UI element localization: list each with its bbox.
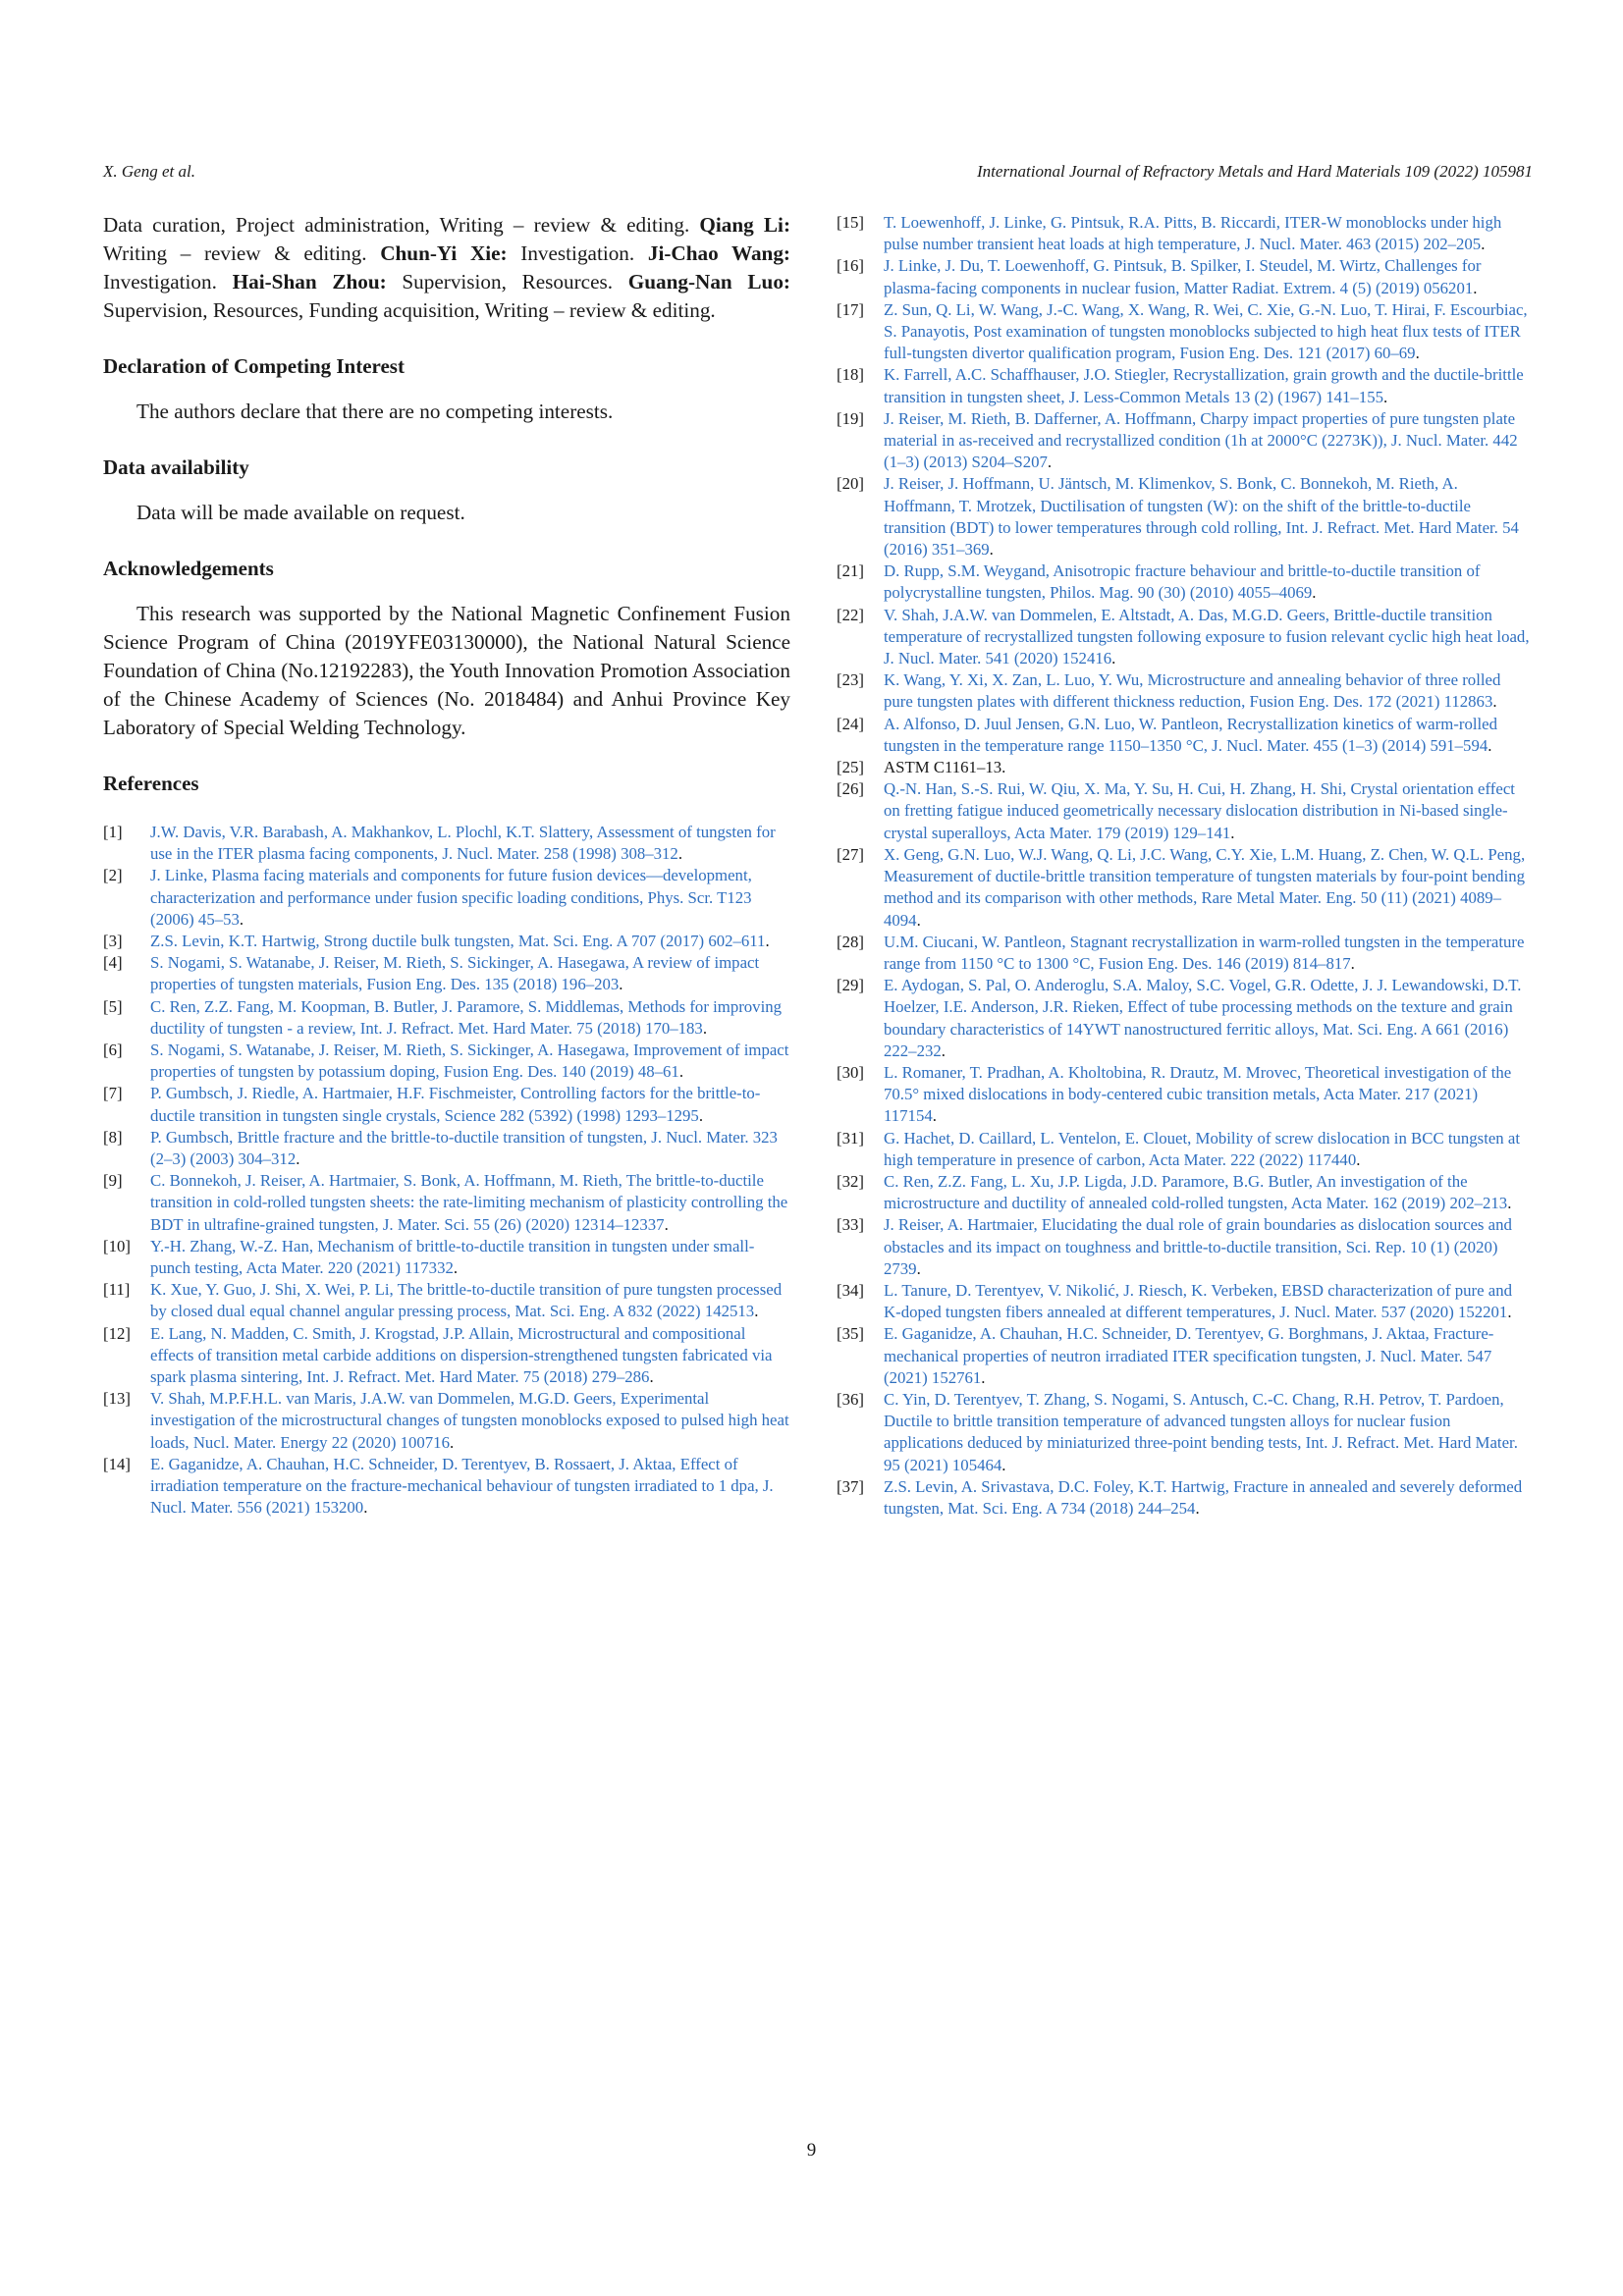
reference-number: [9] (103, 1171, 123, 1191)
reference-item (103, 1170, 790, 1236)
reference-item (103, 1040, 790, 1083)
reference-link[interactable]: Q.-N. Han, S.-S. Rui, W. Qiu, X. Ma, Y. Su, H. Cui, H. Zhang, H. Shi, Crystal orientation effect on fretting fatigue induced geometrically necessary dislocation distribution in Ni-based single-crystal superalloys, Acta Mater. 179 (2019) 129–141 (884, 779, 1515, 842)
reference-number: [17] (837, 299, 864, 319)
reference-end-period: . (698, 1105, 704, 1125)
credit-author: Hai-Shan Zhou: (232, 270, 387, 294)
acknowledgements-text: This research was supported by the National Magnetic Confinement Fusion Science Program of China (2019YFE03130000), the National Natural Science Foundation of China (No.12192283), the Youth Innovation Promotion Association of the Chinese Academy of Sciences (No. 2018484) and Anhui Province Key Laboratory of Special Welding Technology. (103, 602, 790, 739)
reference-list-right (837, 212, 1532, 1520)
reference-end-period: . (1001, 758, 1006, 777)
reference-link[interactable]: C. Ren, Z.Z. Fang, L. Xu, J.P. Ligda, J.D. Paramore, B.G. Butler, An investigation of the microstructure and ductility of annealed cold-rolled tungsten, Acta Mater. 162 (2019) 202–213 (884, 1171, 1508, 1213)
reference-link[interactable]: Z. Sun, Q. Li, W. Wang, J.-C. Wang, X. Wang, R. Wei, C. Xie, G.-N. Luo, T. Hirai, F. Escourbiac, S. Panayotis, Post examination of tungsten monoblocks subjected to high heat flux tests of ITER full-tungsten divertor qualification program, Fusion Eng. Des. 121 (2017) 60–69 (884, 299, 1528, 363)
reference-item (837, 1128, 1532, 1171)
reference-number: [25] (837, 758, 864, 777)
reference-item (103, 952, 790, 995)
reference-end-period: . (765, 932, 770, 951)
reference-item (103, 1127, 790, 1170)
reference-end-period: . (296, 1149, 300, 1169)
reference-end-period: . (1382, 387, 1388, 406)
reference-end-period: . (1481, 235, 1486, 254)
reference-end-period: . (239, 909, 244, 929)
reference-number: [22] (837, 605, 864, 624)
reference-link[interactable]: X. Geng, G.N. Luo, W.J. Wang, Q. Li, J.C. Wang, C.Y. Xie, L.M. Huang, Z. Chen, W. Q.L. Peng, Measurement of ductile-brittle transition temperature of tungsten materials by four-point bending method and its comparison with other methods, Rare Metal Mater. Eng. 50 (11) (2021) 4089–4094 (884, 844, 1526, 930)
reference-number: [14] (103, 1454, 131, 1473)
reference-item (837, 212, 1532, 255)
reference-link[interactable]: C. Yin, D. Terentyev, T. Zhang, S. Nogami, S. Antusch, C.-C. Chang, R.H. Petrov, T. Pardoen, Ductile to brittle transition temperature of advanced tungsten alloys for nuclear fusion applications deduced by miniaturized three-point bending tests, Int. J. Refract. Met. Hard Mater. 95 (2021) 105464 (884, 1389, 1518, 1474)
competing-interest-heading: Declaration of Competing Interest (103, 354, 405, 378)
reference-number: [35] (837, 1324, 864, 1344)
reference-link[interactable]: C. Ren, Z.Z. Fang, M. Koopman, B. Butler, J. Paramore, S. Middlemas, Methods for improving ductility of tungsten - a review, Int. J. Refract. Met. Hard Mater. 75 (2018) 170–183 (150, 996, 783, 1038)
reference-number: [32] (837, 1171, 864, 1191)
reference-end-period: . (1507, 1194, 1512, 1213)
reference-number: [8] (103, 1127, 123, 1147)
reference-end-period: . (678, 1062, 684, 1082)
reference-link[interactable]: J. Reiser, J. Hoffmann, U. Jäntsch, M. Klimenkov, S. Bonk, C. Bonnekoh, M. Rieth, A. Hoffmann, T. Mrotzek, Ductilisation of tungsten (W): on the shift of the brittle-to-ductile transition (BDT) to lower temperatures through cold rolling, Int. J. Refract. Met. Hard Mater. 54 (2016) 351–369 (884, 474, 1519, 560)
reference-link[interactable]: C. Bonnekoh, J. Reiser, A. Hartmaier, S. Bonk, A. Hoffmann, M. Rieth, The brittle-to-ductile transition in cold-rolled tungsten sheets: the rate-limiting mechanism of plasticity controlling the BDT in ultrafine-grained tungsten, J. Mater. Sci. 55 (26) (2020) 12314–12337 (150, 1171, 788, 1234)
running-head (103, 162, 1533, 186)
reference-item (103, 1388, 790, 1454)
reference-link[interactable]: U.M. Ciucani, W. Pantleon, Stagnant recrystallization in warm-rolled tungsten in the temperature range from 1150 °C to 1300 °C, Fusion Eng. Des. 146 (2019) 814–817 (884, 932, 1525, 973)
reference-item (837, 844, 1532, 932)
left-column (103, 211, 790, 1520)
reference-end-period: . (941, 1041, 946, 1060)
reference-number: [10] (103, 1236, 131, 1255)
reference-end-period: . (649, 1367, 654, 1387)
reference-item (837, 605, 1532, 670)
reference-list-left (103, 822, 790, 1520)
reference-item (103, 1236, 790, 1279)
reference-link[interactable]: L. Tanure, D. Terentyev, V. Nikolić, J. Riesch, K. Verbeken, EBSD characterization of pure and K-doped tungsten fibers annealed at different temperatures, J. Nucl. Mater. 537 (2020) 152201 (884, 1280, 1512, 1322)
reference-end-period: . (1356, 1149, 1361, 1169)
reference-link[interactable]: V. Shah, J.A.W. van Dommelen, E. Altstadt, A. Das, M.G.D. Geers, Brittle-ductile transition temperature of recrystallized tungsten following exposure to fusion relevant cyclic high heat load, J. Nucl. Mater. 541 (2020) 152416 (884, 605, 1530, 668)
reference-number: [13] (103, 1389, 131, 1409)
reference-number: [29] (837, 976, 864, 995)
reference-end-period: . (1473, 278, 1478, 297)
reference-number: [5] (103, 996, 123, 1016)
reference-end-period: . (677, 844, 683, 864)
reference-link[interactable]: K. Wang, Y. Xi, X. Zan, L. Luo, Y. Wu, Microstructure and annealing behavior of three rolled pure tungsten plates with different thickness reduction, Fusion Eng. Des. 172 (2021) 112863 (884, 670, 1501, 712)
reference-end-period: . (916, 1258, 921, 1278)
reference-link[interactable]: J. Linke, Plasma facing materials and components for future fusion devices—development, characterization and performance under fusion specific loading conditions, Phys. Scr. T123 (2006) 45–53 (150, 866, 752, 929)
reference-item (837, 408, 1532, 474)
reference-number: [1] (103, 823, 123, 841)
reference-item (837, 299, 1532, 365)
reference-item (837, 1214, 1532, 1280)
reference-link[interactable]: Z.S. Levin, K.T. Hartwig, Strong ductile bulk tungsten, Mat. Sci. Eng. A 707 (2017) 602–611 (150, 932, 766, 951)
credit-statement (103, 211, 790, 325)
reference-link[interactable]: P. Gumbsch, Brittle fracture and the brittle-to-ductile transition of tungsten, J. Nucl. Mater. 323 (2–3) (2003) 304–312 (150, 1127, 778, 1169)
credit-roles: Data curation, Project administration, Writing – review & editing. (103, 213, 690, 237)
reference-item (837, 1280, 1532, 1323)
reference-end-period: . (981, 1367, 986, 1387)
reference-item (837, 757, 1532, 778)
data-availability-heading: Data availability (103, 455, 249, 479)
reference-end-period: . (1492, 692, 1497, 712)
reference-item (837, 473, 1532, 561)
reference-link[interactable]: E. Aydogan, S. Pal, O. Anderoglu, S.A. Maloy, S.C. Vogel, G.R. Odette, J. J. Lewandowski, D.T. Hoelzer, I.E. Anderson, J.R. Rieken, Effect of tube processing methods on the texture and grain boundary characteristics of 14YWT nanostructured ferritic alloys, Mat. Sci. Eng. A 661 (2016) 222–232 (884, 976, 1522, 1060)
reference-item (103, 1083, 790, 1126)
reference-end-period: . (664, 1214, 669, 1234)
reference-item (103, 996, 790, 1040)
reference-number: [19] (837, 408, 864, 428)
competing-interest-text: The authors declare that there are no competing interests. (136, 400, 614, 423)
reference-end-period: . (1507, 1303, 1512, 1322)
reference-link[interactable]: P. Gumbsch, J. Riedle, A. Hartmaier, H.F. Fischmeister, Controlling factors for the brittle-to-ductile transition in tungsten single crystals, Science 282 (5392) (1998) 1293–1295 (150, 1084, 761, 1125)
reference-link[interactable]: T. Loewenhoff, J. Linke, G. Pintsuk, R.A. Pitts, B. Riccardi, ITER-W monoblocks under high pulse number transient heat loads at high temperature, J. Nucl. Mater. 463 (2015) 202–205 (884, 213, 1502, 254)
reference-link[interactable]: G. Hachet, D. Caillard, L. Ventelon, E. Clouet, Mobility of screw dislocation in BCC tungsten at high temperature in presence of carbon, Acta Mater. 222 (2022) 117440 (884, 1128, 1521, 1169)
reference-item (837, 1323, 1532, 1389)
reference-item (837, 255, 1532, 298)
reference-end-period: . (1047, 453, 1053, 472)
credit-author: Chun-Yi Xie: (380, 241, 508, 265)
reference-number: [11] (103, 1280, 131, 1300)
reference-link[interactable]: E. Lang, N. Madden, C. Smith, J. Krogstad, J.P. Allain, Microstructural and compositional effects of transition metal carbide additions on dispersion-strengthened tungsten fabricated via spark plasma sintering, Int. J. Refract. Met. Hard Mater. 75 (2018) 279–286 (150, 1323, 773, 1387)
reference-end-period: . (754, 1302, 759, 1321)
reference-item (103, 1279, 790, 1322)
right-column (837, 212, 1532, 1520)
reference-item (103, 822, 790, 865)
reference-link[interactable]: K. Farrell, A.C. Schaffhauser, J.O. Stiegler, Recrystallization, grain growth and the ductile-brittle transition in tungsten sheet, J. Less-Common Metals 13 (2) (1967) 141–155 (884, 365, 1524, 406)
reference-item (837, 669, 1532, 713)
reference-text: ASTM C1161–13 (884, 758, 1002, 777)
running-head-journal: International Journal of Refractory Metals and Hard Materials 109 (2022) 105981 (977, 162, 1533, 181)
reference-item (837, 975, 1532, 1062)
reference-end-period: . (1350, 953, 1355, 973)
reference-number: [36] (837, 1389, 864, 1409)
credit-author: Guang-Nan Luo: (627, 270, 790, 294)
reference-link[interactable]: J. Linke, J. Du, T. Loewenhoff, G. Pintsuk, B. Spilker, I. Steudel, M. Wirtz, Challenges for plasma-facing components in nuclear fusion, Matter Radiat. Extrem. 4 (5) (2019) 056201 (884, 256, 1482, 297)
reference-number: [31] (837, 1128, 864, 1148)
reference-link[interactable]: K. Xue, Y. Guo, J. Shi, X. Wei, P. Li, The brittle-to-ductile transition of pure tungsten processed by closed dual equal channel angular pressing process, Mat. Sci. Eng. A 832 (2022) 142513 (150, 1280, 783, 1321)
reference-number: [37] (837, 1476, 864, 1496)
reference-number: [20] (837, 474, 864, 494)
reference-number: [21] (837, 561, 864, 581)
reference-number: [27] (837, 844, 864, 864)
reference-item (837, 1171, 1532, 1214)
credit-roles: Supervision, Resources, Funding acquisition, Writing – review & editing. (103, 298, 716, 322)
page-number: 9 (806, 2140, 817, 2161)
reference-end-period: . (1415, 344, 1420, 363)
reference-end-period: . (916, 910, 921, 930)
reference-end-period: . (1488, 735, 1492, 755)
reference-number: [15] (837, 213, 864, 232)
credit-author: Qiang Li: (699, 213, 790, 237)
reference-item (103, 931, 790, 952)
reference-number: [16] (837, 256, 864, 276)
data-availability-text: Data will be made available on request. (136, 501, 465, 524)
reference-end-period: . (932, 1106, 937, 1126)
reference-item (837, 1476, 1532, 1520)
reference-item (103, 1454, 790, 1520)
reference-link[interactable]: D. Rupp, S.M. Weygand, Anisotropic fracture behaviour and brittle-to-ductile transition of polycrystalline tungsten, Philos. Mag. 90 (30) (2010) 4055–4069 (884, 561, 1481, 603)
reference-item (837, 778, 1532, 844)
reference-end-period: . (619, 975, 623, 994)
reference-link[interactable]: L. Romaner, T. Pradhan, A. Kholtobina, R. Drautz, M. Mrovec, Theoretical investigation of the 70.5° mixed dislocations in body-centered cubic transition metals, Acta Mater. 217 (2021) 117154 (884, 1062, 1512, 1126)
reference-link[interactable]: Z.S. Levin, A. Srivastava, D.C. Foley, K.T. Hartwig, Fracture in annealed and severely deformed tungsten, Mat. Sci. Eng. A 734 (2018) 244–254 (884, 1476, 1523, 1518)
credit-roles: Investigation. (103, 270, 217, 294)
reference-number: [18] (837, 365, 864, 385)
reference-link[interactable]: A. Alfonso, D. Juul Jensen, G.N. Luo, W. Pantleon, Recrystallization kinetics of warm-rolled tungsten in the temperature range 1150–1350 °C, J. Nucl. Mater. 455 (1–3) (2014) 591–594 (884, 714, 1498, 755)
credit-roles: Supervision, Resources. (402, 270, 614, 294)
reference-end-period: . (363, 1498, 368, 1518)
acknowledgements-heading: Acknowledgements (103, 557, 274, 580)
reference-number: [28] (837, 932, 864, 951)
credit-author: Ji-Chao Wang: (647, 241, 790, 265)
reference-number: [3] (103, 932, 123, 951)
reference-number: [33] (837, 1215, 864, 1235)
running-head-authors: X. Geng et al. (103, 162, 195, 181)
reference-number: [12] (103, 1323, 131, 1343)
reference-link[interactable]: S. Nogami, S. Watanabe, J. Reiser, M. Rieth, S. Sickinger, A. Hasegawa, Improvement of impact properties of tungsten by potassium doping, Fusion Eng. Des. 140 (2019) 48–61 (150, 1041, 789, 1082)
reference-number: [2] (103, 866, 123, 885)
reference-link[interactable]: V. Shah, M.P.F.H.L. van Maris, J.A.W. van Dommelen, M.G.D. Geers, Experimental investigation of the microstructural changes of tungsten monoblocks exposed to pulsed high heat loads, Nucl. Mater. Energy 22 (2020) 100716 (150, 1389, 789, 1452)
reference-number: [24] (837, 714, 864, 733)
reference-item (837, 561, 1532, 604)
reference-end-period: . (453, 1258, 459, 1278)
reference-item (837, 714, 1532, 757)
reference-item (837, 1062, 1532, 1128)
reference-item (837, 1389, 1532, 1476)
reference-item (103, 865, 790, 931)
reference-number: [4] (103, 953, 123, 973)
reference-number: [6] (103, 1041, 123, 1060)
reference-link[interactable]: E. Gaganidze, A. Chauhan, H.C. Schneider, D. Terentyev, B. Rossaert, J. Aktaa, Effect of irradiation temperature on the fracture-mechanical behaviour of tungsten irradiated to 1 dpa, J. Nucl. Mater. 556 (2021) 153200 (150, 1454, 774, 1518)
reference-link[interactable]: J. Reiser, M. Rieth, B. Dafferner, A. Hoffmann, Charpy impact properties of pure tungsten plate material in as-received and recrystallized condition (1h at 2000°C (2273K)), J. Nucl. Mater. 442 (1–3) (2013) S204–S207 (884, 408, 1518, 472)
reference-end-period: . (1195, 1498, 1200, 1518)
reference-number: [7] (103, 1084, 123, 1103)
reference-link[interactable]: J.W. Davis, V.R. Barabash, A. Makhankov, L. Plochl, K.T. Slattery, Assessment of tungsten for use in the ITER plasma facing components, J. Nucl. Mater. 258 (1998) 308–312 (150, 823, 776, 864)
reference-end-period: . (1312, 583, 1317, 603)
credit-roles: Writing – review & editing. (103, 241, 367, 265)
reference-end-period: . (1230, 823, 1235, 842)
reference-item (103, 1323, 790, 1389)
reference-number: [26] (837, 779, 864, 799)
reference-link[interactable]: Y.-H. Zhang, W.-Z. Han, Mechanism of brittle-to-ductile transition in tungsten under small-punch testing, Acta Mater. 220 (2021) 117332 (150, 1236, 755, 1278)
references-heading: References (103, 772, 199, 795)
reference-end-period: . (702, 1018, 708, 1038)
reference-end-period: . (1001, 1455, 1006, 1474)
reference-end-period: . (989, 540, 994, 560)
reference-link[interactable]: E. Gaganidze, A. Chauhan, H.C. Schneider, D. Terentyev, G. Borghmans, J. Aktaa, Fracture-mechanical properties of neutron irradiated ITER specification tungsten, J. Nucl. Mater. 547 (2021) 152761 (884, 1324, 1494, 1387)
reference-number: [30] (837, 1062, 864, 1082)
reference-end-period: . (1111, 649, 1116, 668)
reference-number: [34] (837, 1280, 864, 1300)
reference-item (837, 932, 1532, 975)
reference-link[interactable]: S. Nogami, S. Watanabe, J. Reiser, M. Rieth, S. Sickinger, A. Hasegawa, A review of impact properties of tungsten materials, Fusion Eng. Des. 135 (2018) 196–203 (150, 953, 760, 994)
reference-item (837, 364, 1532, 407)
reference-number: [23] (837, 670, 864, 690)
reference-end-period: . (449, 1432, 455, 1452)
credit-roles: Investigation. (520, 241, 635, 265)
reference-link[interactable]: J. Reiser, A. Hartmaier, Elucidating the dual role of grain boundaries as dislocation sources and obstacles and its impact on toughness and brittle-to-ductile transition, Sci. Rep. 10 (1) (2020) 2739 (884, 1215, 1512, 1278)
